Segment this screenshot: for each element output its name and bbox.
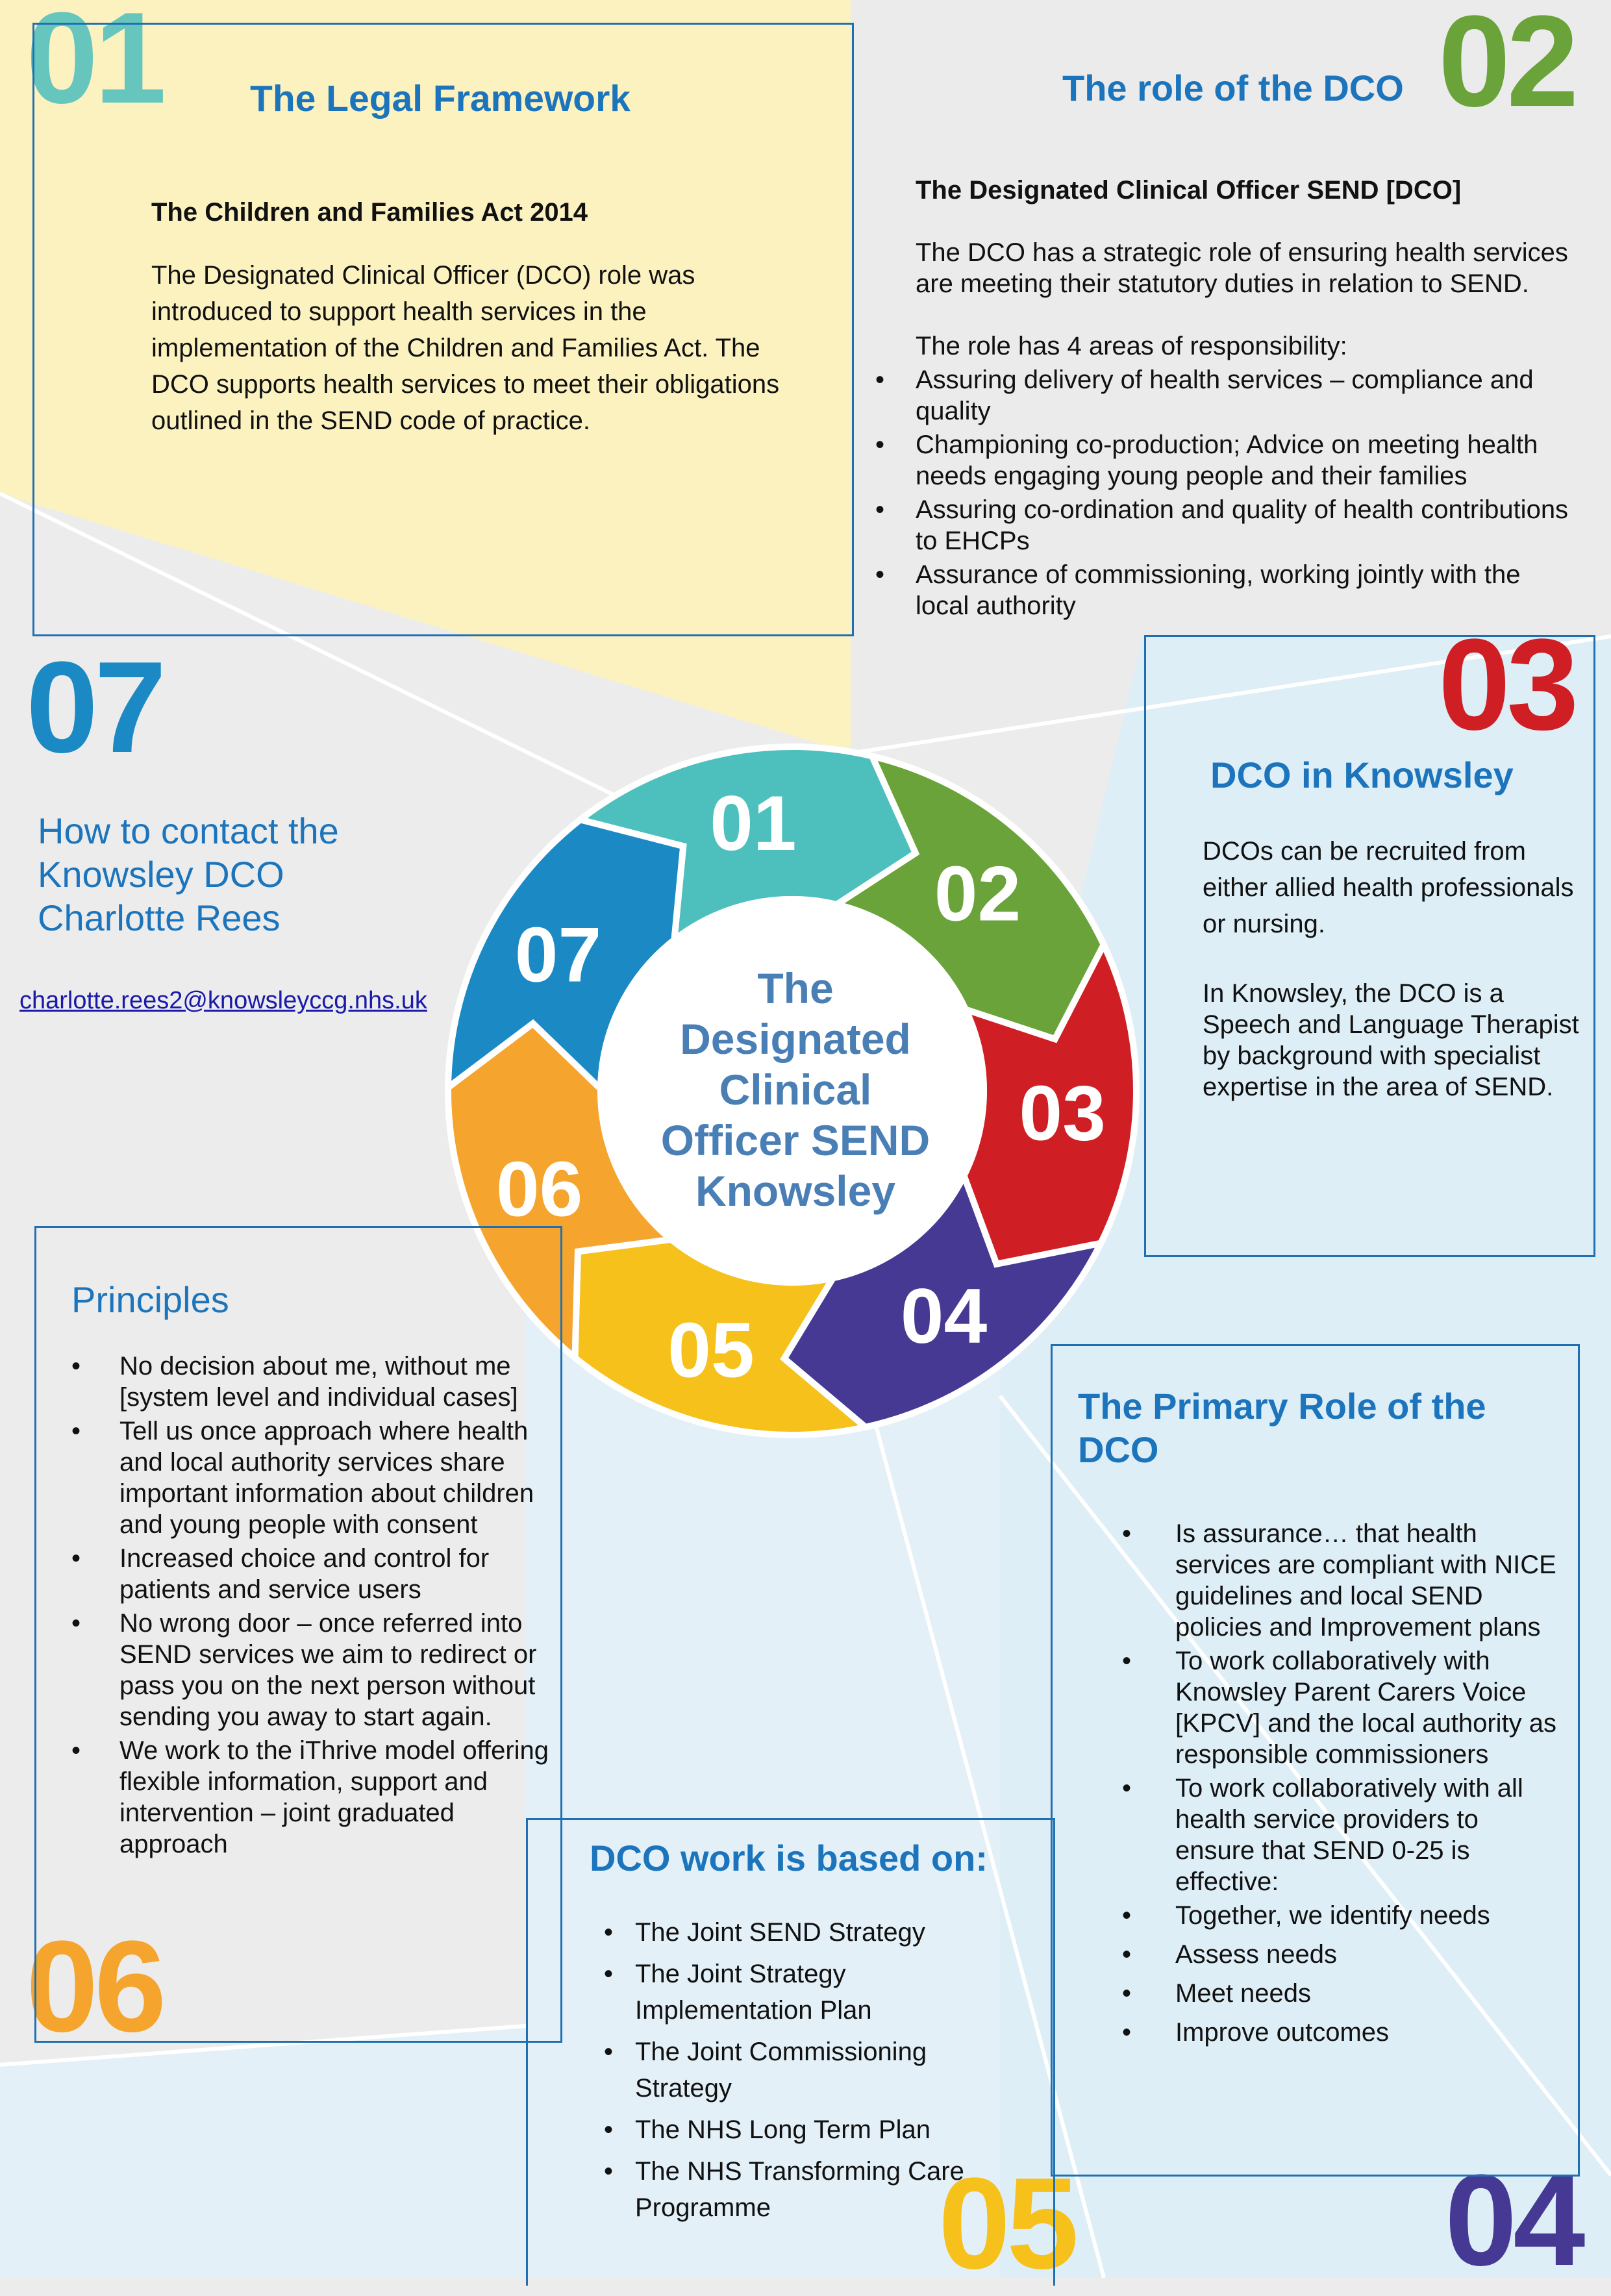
list-item: • Increased choice and control for patients and service users [71, 1543, 552, 1605]
list-item: • The Joint Commissioning Strategy [604, 2034, 1026, 2106]
list-item: • Assess needs [1122, 1939, 1564, 1970]
list-item: • Assuring delivery of health services – compliance and quality [875, 364, 1577, 427]
contact-heading-line-1: How to contact the [38, 810, 339, 851]
list-item: • Improve outcomes [1122, 2017, 1564, 2048]
wheel-center-line-5: Knowsley [695, 1167, 896, 1215]
wheel-segment-label-01: 01 [710, 779, 797, 867]
list-item: • The Joint SEND Strategy [604, 1914, 1026, 1951]
contact-heading-line-3: Charlotte Rees [38, 897, 281, 938]
primary-role-list [1122, 1518, 1564, 2051]
principles-heading: Principles [71, 1279, 229, 1320]
dco-knowsley-para-2: In Knowsley, the DCO is a Speech and Language Therapist by background with specialist expertise in the area of SEND. [1203, 979, 1579, 1101]
section-number-05: 05 [938, 2151, 1075, 2296]
wheel-center-line-4: Officer SEND [660, 1116, 930, 1164]
contact-email-link[interactable]: charlotte.rees2@knowsleyccg.nhs.uk [19, 987, 427, 1014]
list-item: • The NHS Transforming Care Programme [604, 2153, 1026, 2226]
section-number-01: 01 [26, 0, 163, 131]
legal-framework-body: The Designated Clinical Officer (DCO) role was introduced to support health services in the implementation of the Children and Families Act. The DCO supports health services to meet their obligations outlined in the SEND code of practice. [151, 261, 780, 435]
section-number-04: 04 [1445, 2148, 1582, 2293]
list-item: • The Joint Strategy Implementation Plan [604, 1956, 1026, 2028]
legal-framework-heading: The Legal Framework [250, 78, 631, 119]
work-based-on-list [604, 1914, 1026, 2231]
legal-framework-subheading: The Children and Families Act 2014 [151, 198, 588, 227]
list-item: • Tell us once approach where health and local authority services share important information about children and young people with consent [71, 1416, 552, 1540]
wheel-segment-label-06: 06 [495, 1145, 583, 1233]
wheel-center-line-1: The [757, 964, 834, 1012]
list-item: • To work collaboratively with all health service providers to ensure that SEND 0-25 is effective: [1122, 1773, 1564, 1897]
wheel-segment-label-05: 05 [668, 1306, 755, 1394]
section-number-07: 07 [26, 635, 163, 780]
dco-knowsley-para-1: DCOs can be recruited from either allied health professionals or nursing. [1203, 837, 1574, 938]
list-item: • Meet needs [1122, 1978, 1564, 2009]
list-item: • Together, we identify needs [1122, 1900, 1564, 1931]
list-item: • The NHS Long Term Plan [604, 2112, 1026, 2148]
role-subheading: The Designated Clinical Officer SEND [DCO] [916, 176, 1462, 205]
list-item: • No wrong door – once referred into SEND services we aim to redirect or pass you on the next person without sending you away to start again. [71, 1608, 552, 1732]
list-item: • We work to the iThrive model offering flexible information, support and intervention – joint graduated approach [71, 1735, 552, 1860]
wheel-center-line-3: Clinical [719, 1066, 872, 1114]
list-item: • Championing co-production; Advice on meeting health needs engaging young people and their families [875, 429, 1577, 492]
wheel-segment-label-07: 07 [514, 911, 602, 999]
work-based-on-heading: DCO work is based on: [590, 1838, 988, 1878]
list-item: • Assurance of commissioning, working jointly with the local authority [875, 559, 1577, 621]
section-number-02: 02 [1438, 0, 1575, 134]
wheel-center-line-2: Designated [680, 1015, 911, 1063]
list-item: • Is assurance… that health services are compliant with NICE guidelines and local SEND policies and Improvement plans [1122, 1518, 1564, 1643]
primary-role-heading: The Primary Role of the DCO [1078, 1386, 1486, 1471]
dco-knowsley-heading: DCO in Knowsley [1210, 755, 1514, 795]
role-heading: The role of the DCO [1062, 68, 1404, 108]
dco-knowsley-box [1144, 635, 1595, 1257]
role-intro: The DCO has a strategic role of ensuring health services are meeting their statutory duties in relation to SEND. [916, 238, 1568, 298]
wheel-segment-label-02: 02 [934, 850, 1021, 938]
section-number-06: 06 [26, 1914, 163, 2059]
list-item: • No decision about me, without me [system level and individual cases] [71, 1351, 552, 1413]
role-responsibilities-list [875, 364, 1577, 624]
section-number-03: 03 [1438, 612, 1575, 757]
wheel-segment-label-03: 03 [1019, 1069, 1106, 1157]
list-item: • To work collaboratively with Knowsley Parent Carers Voice [KPCV] and the local authority as responsible commissioners [1122, 1645, 1564, 1770]
role-intro-2: The role has 4 areas of responsibility: [916, 332, 1347, 360]
principles-list [71, 1351, 552, 1862]
contact-heading-line-2: Knowsley DCO [38, 854, 284, 895]
wheel-segment-label-04: 04 [900, 1273, 988, 1360]
list-item: • Assuring co-ordination and quality of health contributions to EHCPs [875, 494, 1577, 556]
